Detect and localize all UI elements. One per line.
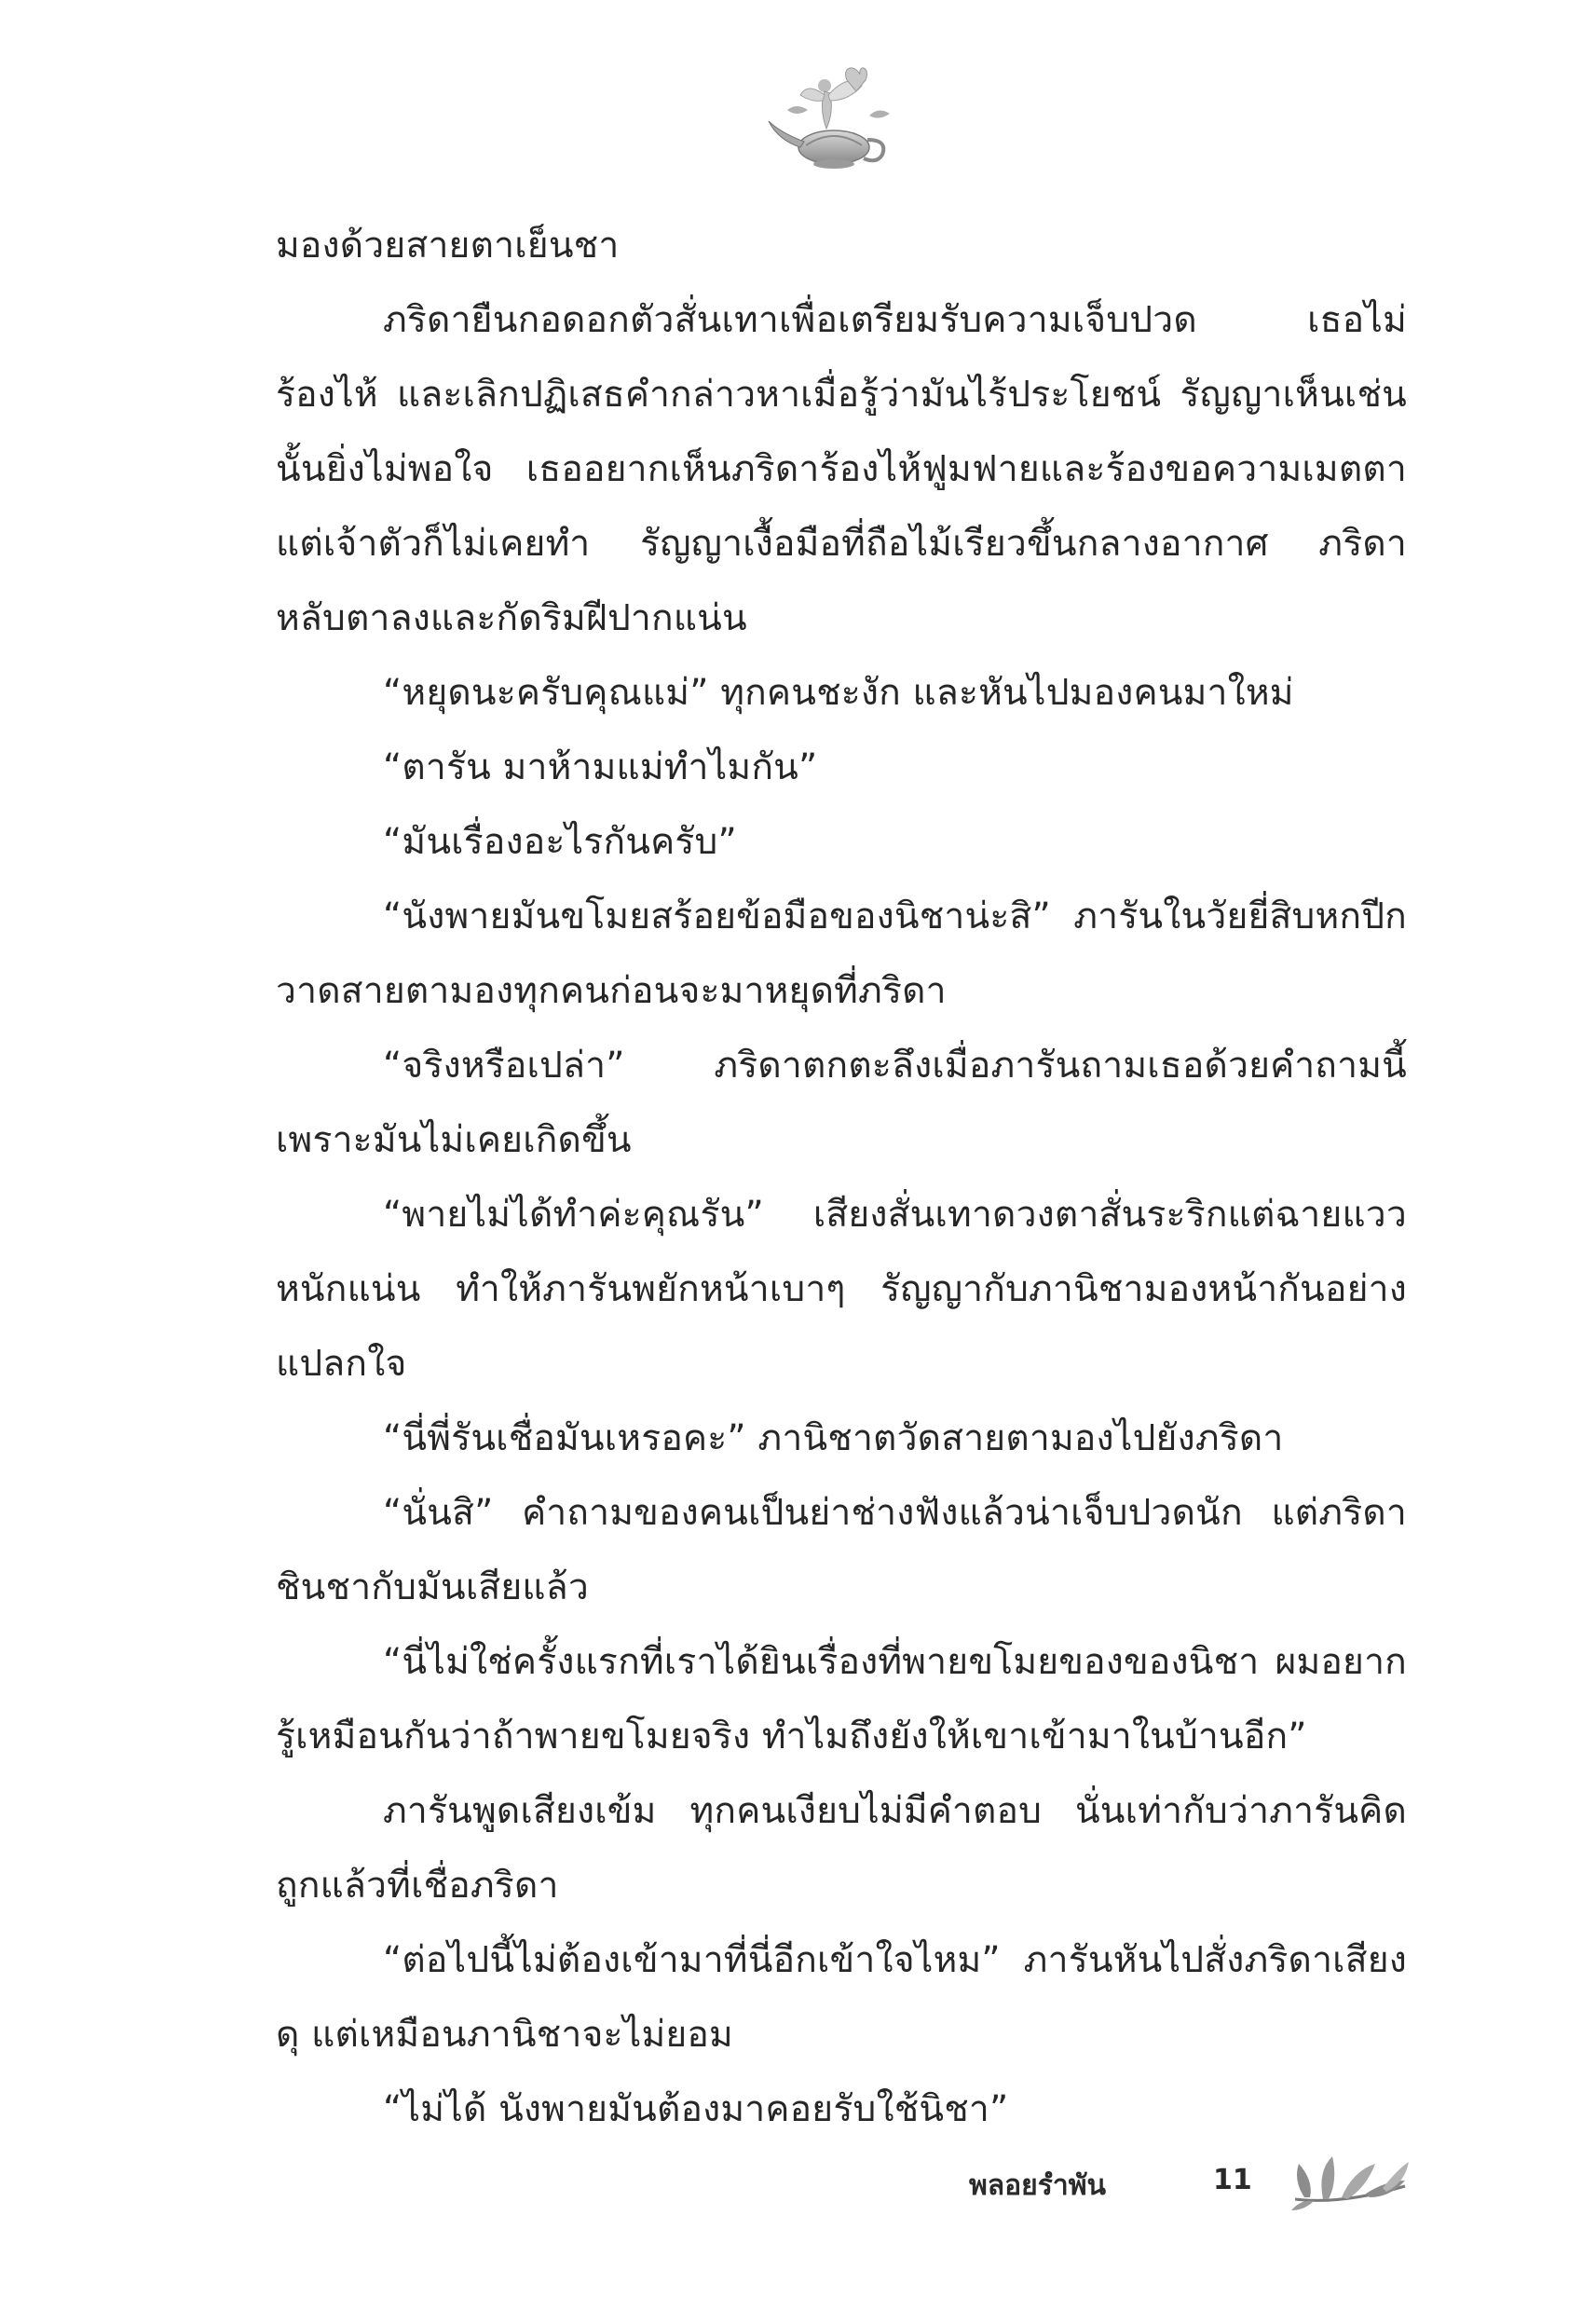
paragraph: ภารันพูดเสียงเข้ม ทุกคนเงียบไม่มีคำตอบ นั่นเท่ากับว่าภารันคิดถูกแล้วที่เชื่อภริดา [276, 1790, 1407, 1907]
paragraph: มองด้วยสายตาเย็นชา [276, 225, 620, 267]
page-number: 11 [1213, 2164, 1252, 2196]
teapot-fairy-ornament-icon [759, 54, 899, 175]
leaves-ornament-icon [1286, 2143, 1412, 2218]
paragraph: “นั่นสิ” คำถามของคนเป็นย่าช่างฟังแล้วน่าเจ็บปวดนัก แต่ภริดาชินชากับมันเสียแล้ว [276, 1492, 1407, 1608]
paragraph: “ตารัน มาห้ามแม่ทำไมกัน” [383, 746, 818, 788]
body-text [276, 209, 1407, 2147]
paragraph: “พายไม่ได้ทำค่ะคุณรัน” เสียงสั่นเทาดวงตาสั่นระริกแต่ฉายแววหนักแน่น ทำให้ภารันพยักหน้าเบาๆ รัญญากับภานิชามองหน้ากันอย่างแปลกใจ [276, 1194, 1407, 1385]
paragraph: “นี่พี่รันเชื่อมันเหรอคะ” ภานิชาตวัดสายตามองไปยังภริดา [383, 1417, 1284, 1459]
paragraph: “ต่อไปนี้ไม่ต้องเข้ามาที่นี่อีกเข้าใจไหม” ภารันหันไปสั่งภริดาเสียงดุ แต่เหมือนภานิชาจะไม่ยอม [276, 1939, 1407, 2056]
paragraph: “นี่ไม่ใช่ครั้งแรกที่เราได้ยินเรื่องที่พายขโมยของของนิชา ผมอยากรู้เหมือนกันว่าถ้าพายขโมยจริง ทำไมถึงยังให้เขาเข้ามาในบ้านอีก” [276, 1641, 1407, 1757]
page-footer [960, 2143, 1425, 2227]
paragraph: “หยุดนะครับคุณแม่” ทุกคนชะงัก และหันไปมองคนมาใหม่ [383, 672, 1294, 714]
paragraph: “ไม่ได้ นังพายมันต้องมาคอยรับใช้นิชา” [383, 2088, 1009, 2130]
book-title: พลอยรำพัน [969, 2169, 1106, 2202]
paragraph: “นังพายมันขโมยสร้อยข้อมือของนิชาน่ะสิ” ภารันในวัยยี่สิบหกปีกวาดสายตามองทุกคนก่อนจะมาหยุดที่ภริดา [276, 896, 1407, 1012]
paragraph: “จริงหรือเปล่า” ภริดาตกตะลึงเมื่อภารันถามเธอด้วยคำถามนี้ เพราะมันไม่เคยเกิดขึ้น [276, 1045, 1407, 1161]
paragraph: ภริดายืนกอดอกตัวสั่นเทาเพื่อเตรียมรับความเจ็บปวด เธอไม่ร้องไห้ และเลิกปฏิเสธคำกล่าวหาเมื่อรู้ว่ามันไร้ประโยชน์ รัญญาเห็นเช่นนั้นยิ่งไม่พอใจ เธออยากเห็นภริดาร้องไห้ฟูมฟายและร้องขอความเมตตา แต่เจ้าตัวก็ไม่เคยทำ รัญญาเงื้อมือที่ถือไม้เรียวขึ้นกลางอากาศ ภริดาหลับตาลงและกัดริมฝีปากแน่น [276, 299, 1407, 639]
paragraph: “มันเรื่องอะไรกันครับ” [383, 821, 737, 863]
